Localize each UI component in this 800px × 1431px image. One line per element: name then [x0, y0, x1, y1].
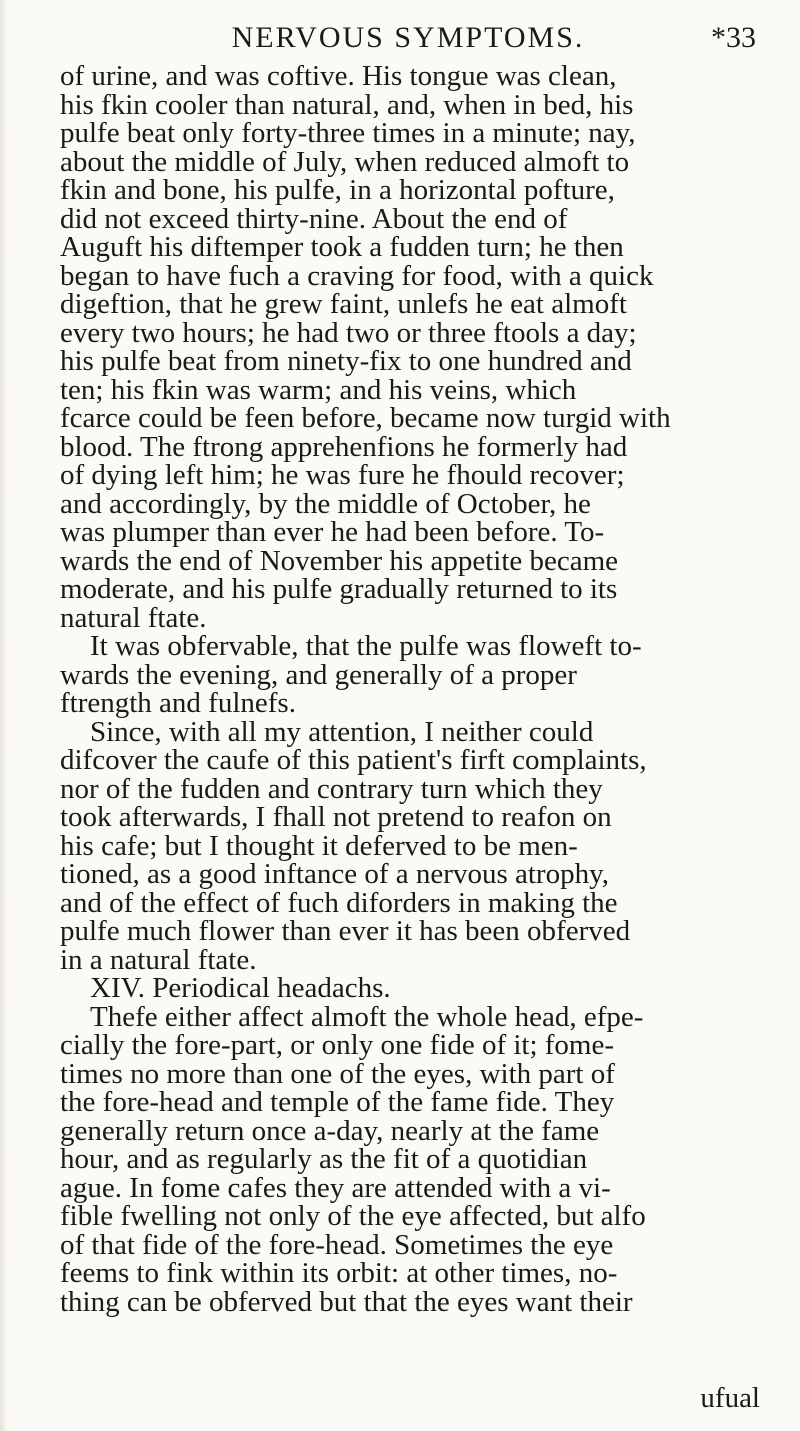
text-line: hour, and as regularly as the fit of a quotidian: [60, 1143, 588, 1175]
text-line: feems to fink within its orbit: at other times, no-: [60, 1257, 618, 1289]
running-head: NERVOUS SYMPTOMS.: [231, 21, 585, 54]
text-line: moderate, and his pulfe gradually returned to its: [60, 573, 618, 605]
text-line: times no more than one of the eyes, with part of: [60, 1057, 615, 1090]
paragraph-start-line: It was obfervable, that the pulfe was floweft to-: [90, 630, 642, 662]
binding-edge: [0, 0, 8, 1431]
text-line: fkin and bone, his pulfe, in a horizontal pofture,: [60, 174, 615, 206]
paragraph-start-line: Thefe either affect almoft the whole head, efpe-: [90, 1000, 644, 1033]
text-line: ague. In fome cafes they are attended with a vi-: [60, 1171, 611, 1204]
text-line: ten; his fkin was warm; and his veins, which: [60, 373, 577, 406]
text-line: generally return once a-day, nearly at the fame: [60, 1114, 600, 1147]
text-line: of urine, and was coftive. His tongue was clean,: [60, 60, 617, 92]
text-line: in a natural ftate.: [60, 943, 257, 976]
text-line: of that fide of the fore-head. Sometimes the eye: [60, 1228, 614, 1261]
text-line: his pulfe beat from ninety-fix to one hundred and: [60, 345, 632, 377]
text-line: nor of the fudden and contrary turn which they: [60, 772, 603, 805]
text-line: took afterwards, I fhall not pretend to reafon on: [60, 801, 612, 833]
page-number: *33: [711, 21, 756, 54]
section-heading: XIV. Periodical headachs.: [90, 972, 391, 1004]
catchword: ufual: [700, 1382, 760, 1414]
text-line: about the middle of July, when reduced almoft to: [60, 145, 630, 178]
text-line: of dying left him; he was fure he fhould recover;: [60, 459, 625, 491]
text-line: ftrength and fulnefs.: [60, 687, 296, 719]
text-line: and of the effect of fuch diforders in making the: [60, 886, 618, 919]
text-line: his cafe; but I thought it deferved to be men-: [60, 829, 578, 862]
text-line: blood. The ftrong apprehenfions he formerly had: [60, 430, 628, 463]
text-line: natural ftate.: [60, 601, 207, 634]
text-line: every two hours; he had two or three ftools a day;: [60, 316, 637, 349]
text-line: pulfe beat only forty-three times in a minute; nay,: [60, 117, 636, 149]
text-line: did not exceed thirty-nine. About the end of: [60, 202, 568, 235]
text-line: fible fwelling not only of the eye affected, but alfo: [60, 1200, 646, 1232]
text-line: wards the evening, and generally of a proper: [60, 658, 577, 691]
body-text: [60, 62, 760, 1316]
text-line: wards the end of November his appetite became: [60, 544, 619, 577]
paragraph-start-line: Since, with all my attention, I neither could: [90, 715, 594, 748]
text-line: fcarce could be feen before, became now turgid with: [60, 402, 671, 434]
text-line: the fore-head and temple of the fame fide. They: [60, 1086, 615, 1118]
text-line: Auguft his diftemper took a fudden turn; he then: [60, 231, 624, 263]
text-line: difcover the caufe of this patient's firft complaints,: [60, 744, 647, 776]
text-line: began to have fuch a craving for food, with a quick: [60, 259, 654, 292]
text-line: was plumper than ever he had been before. To-: [60, 516, 605, 548]
text-line: cially the fore-part, or only one fide of it; fome-: [60, 1029, 615, 1061]
text-line: digeftion, that he grew faint, unlefs he eat almoft: [60, 288, 627, 320]
text-line: pulfe much flower than ever it has been obferved: [60, 915, 631, 947]
text-line: and accordingly, by the middle of October, he: [60, 487, 591, 520]
page-header: [60, 18, 756, 58]
text-line: tioned, as a good inftance of a nervous atrophy,: [60, 858, 609, 890]
text-line: thing can be obferved but that the eyes want their: [60, 1285, 633, 1318]
text-line: his fkin cooler than natural, and, when in bed, his: [60, 88, 634, 121]
